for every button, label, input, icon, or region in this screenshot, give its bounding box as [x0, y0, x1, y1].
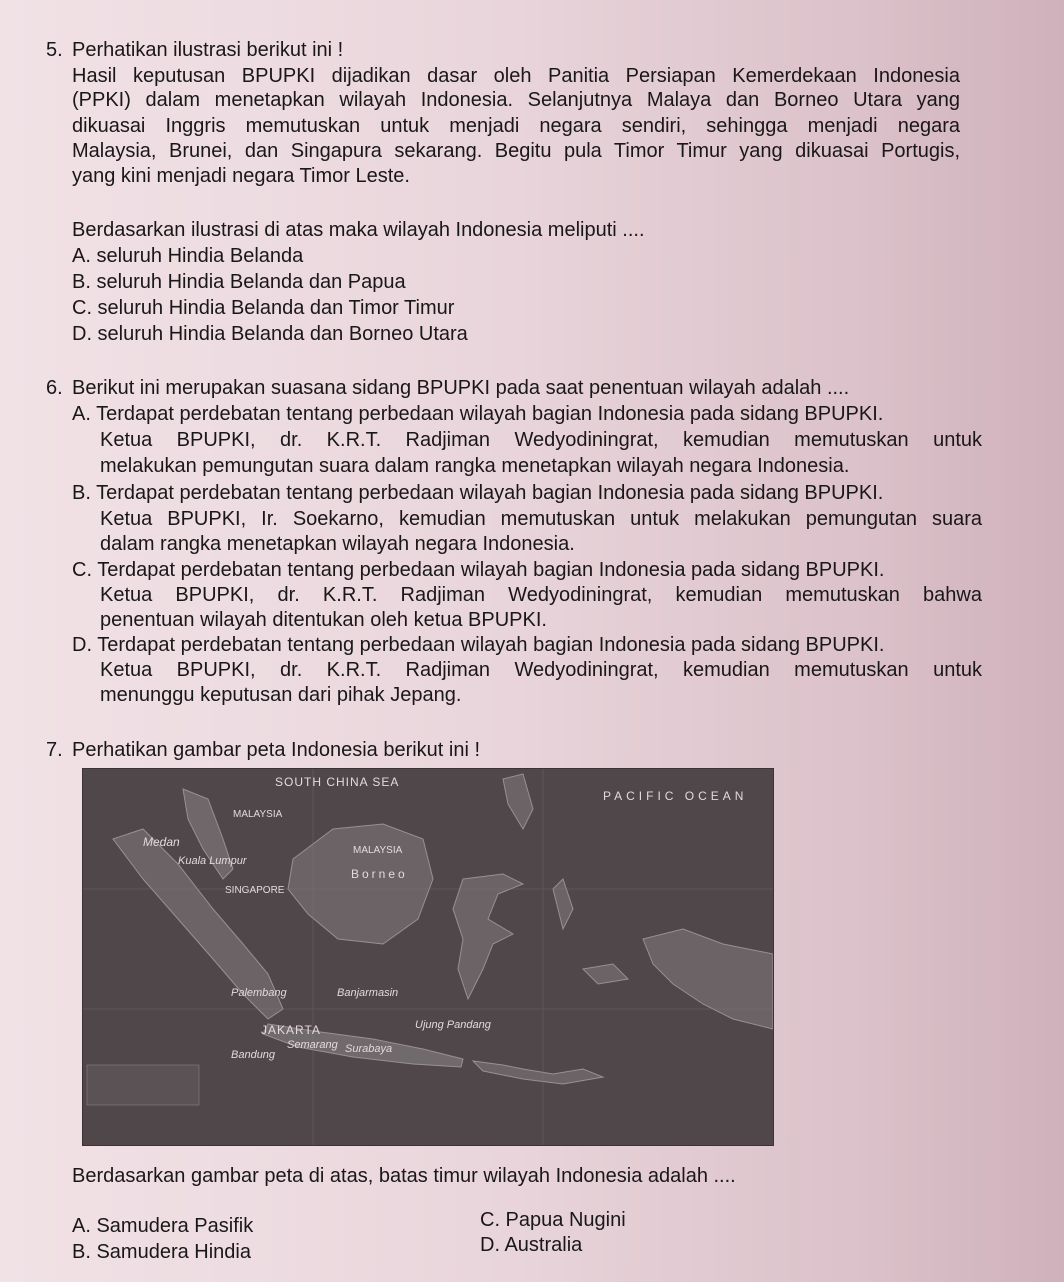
q7-option-d[interactable]: D. Australia — [480, 1234, 583, 1256]
map-label-bandung: Bandung — [231, 1049, 276, 1061]
map-label-banjarmasin: Banjarmasin — [337, 987, 399, 999]
q5-line-4: dikuasai Inggris memutuskan untuk menjadi negara sendiri, sehingga menjadi negara — [72, 115, 960, 137]
map-label-semarang: Semarang — [287, 1039, 338, 1051]
q5-option-c[interactable]: C. seluruh Hindia Belanda dan Timor Timur — [72, 297, 455, 319]
map-label-borneo: Borneo — [351, 867, 408, 881]
q6-option-c-line-3: penentuan wilayah ditentukan oleh ketua BPUPKI. — [100, 609, 547, 631]
q6-option-c-line-1: C. Terdapat perdebatan tentang perbedaan wilayah bagian Indonesia pada sidang BPUPKI. — [72, 559, 885, 581]
q7-question: Berdasarkan gambar peta di atas, batas timur wilayah Indonesia adalah .... — [72, 1165, 736, 1187]
q6-option-d-line-2: Ketua BPUPKI, dr. K.R.T. Radjiman Wedyodiningrat, kemudian memutuskan untuk — [100, 659, 982, 681]
map-label-palembang: Palembang — [231, 987, 287, 999]
indonesia-map — [82, 768, 774, 1146]
map-label-malaysia-2: MALAYSIA — [353, 845, 403, 856]
q6-option-d-line-3: menunggu keputusan dari pihak Jepang. — [100, 684, 462, 706]
map-label-ujung-pandang: Ujung Pandang — [415, 1019, 491, 1031]
map-label-singapore: SINGAPORE — [225, 885, 285, 896]
q5-line-3: (PPKI) dalam menetapkan wilayah Indonesia. Selanjutnya Malaya dan Borneo Utara yang — [72, 89, 960, 111]
map-label-south-china-sea: SOUTH CHINA SEA — [275, 775, 400, 789]
map-label-malaysia-1: MALAYSIA — [233, 809, 283, 820]
q5-number: 5. — [46, 39, 63, 61]
q5-line-1: Perhatikan ilustrasi berikut ini ! — [72, 39, 344, 61]
q6-option-a-line-3: melakukan pemungutan suara dalam rangka menetapkan wilayah negara Indonesia. — [100, 455, 850, 477]
q6-option-d-line-1: D. Terdapat perdebatan tentang perbedaan wilayah bagian Indonesia pada sidang BPUPKI. — [72, 634, 885, 656]
q6-number: 6. — [46, 377, 63, 399]
q6-option-b-line-3: dalam rangka menetapkan wilayah negara Indonesia. — [100, 533, 575, 555]
q5-option-d[interactable]: D. seluruh Hindia Belanda dan Borneo Utara — [72, 323, 468, 345]
q5-line-2: Hasil keputusan BPUPKI dijadikan dasar oleh Panitia Persiapan Kemerdekaan Indonesia — [72, 65, 960, 87]
q6-option-a-line-1: A. Terdapat perdebatan tentang perbedaan wilayah bagian Indonesia pada sidang BPUPKI. — [72, 403, 884, 425]
map-graphic — [83, 769, 773, 1145]
q5-option-a[interactable]: A. seluruh Hindia Belanda — [72, 245, 304, 267]
q7-number: 7. — [46, 739, 63, 761]
q6-question: Berikut ini merupakan suasana sidang BPUPKI pada saat penentuan wilayah adalah .... — [72, 377, 850, 399]
map-label-medan: Medan — [143, 835, 180, 849]
q5-line-6: yang kini menjadi negara Timor Leste. — [72, 165, 410, 187]
map-label-surabaya: Surabaya — [345, 1043, 393, 1055]
map-label-jakarta: JAKARTA — [261, 1023, 321, 1037]
q6-option-b-line-2: Ketua BPUPKI, Ir. Soekarno, kemudian memutuskan untuk melakukan pemungutan suara — [100, 508, 982, 530]
q7-option-a[interactable]: A. Samudera Pasifik — [72, 1215, 254, 1237]
q6-option-c-line-2: Ketua BPUPKI, dr. K.R.T. Radjiman Wedyodiningrat, kemudian memutuskan bahwa — [100, 584, 982, 606]
map-label-kuala-lumpur: Kuala Lumpur — [178, 855, 247, 867]
q7-intro: Perhatikan gambar peta Indonesia berikut ini ! — [72, 739, 481, 761]
map-label-pacific: PACIFIC OCEAN — [603, 789, 748, 803]
q7-option-c[interactable]: C. Papua Nugini — [480, 1209, 626, 1231]
q5-option-b[interactable]: B. seluruh Hindia Belanda dan Papua — [72, 271, 406, 293]
q7-option-b[interactable]: B. Samudera Hindia — [72, 1241, 251, 1263]
q6-option-b-line-1: B. Terdapat perdebatan tentang perbedaan wilayah bagian Indonesia pada sidang BPUPKI. — [72, 482, 884, 504]
q5-line-5: Malaysia, Brunei, dan Singapura sekarang. Begitu pula Timor Timur yang dikuasai Portugis, — [72, 140, 960, 162]
q6-option-a-line-2: Ketua BPUPKI, dr. K.R.T. Radjiman Wedyodiningrat, kemudian memutuskan untuk — [100, 429, 982, 451]
q5-question: Berdasarkan ilustrasi di atas maka wilayah Indonesia meliputi .... — [72, 219, 645, 241]
